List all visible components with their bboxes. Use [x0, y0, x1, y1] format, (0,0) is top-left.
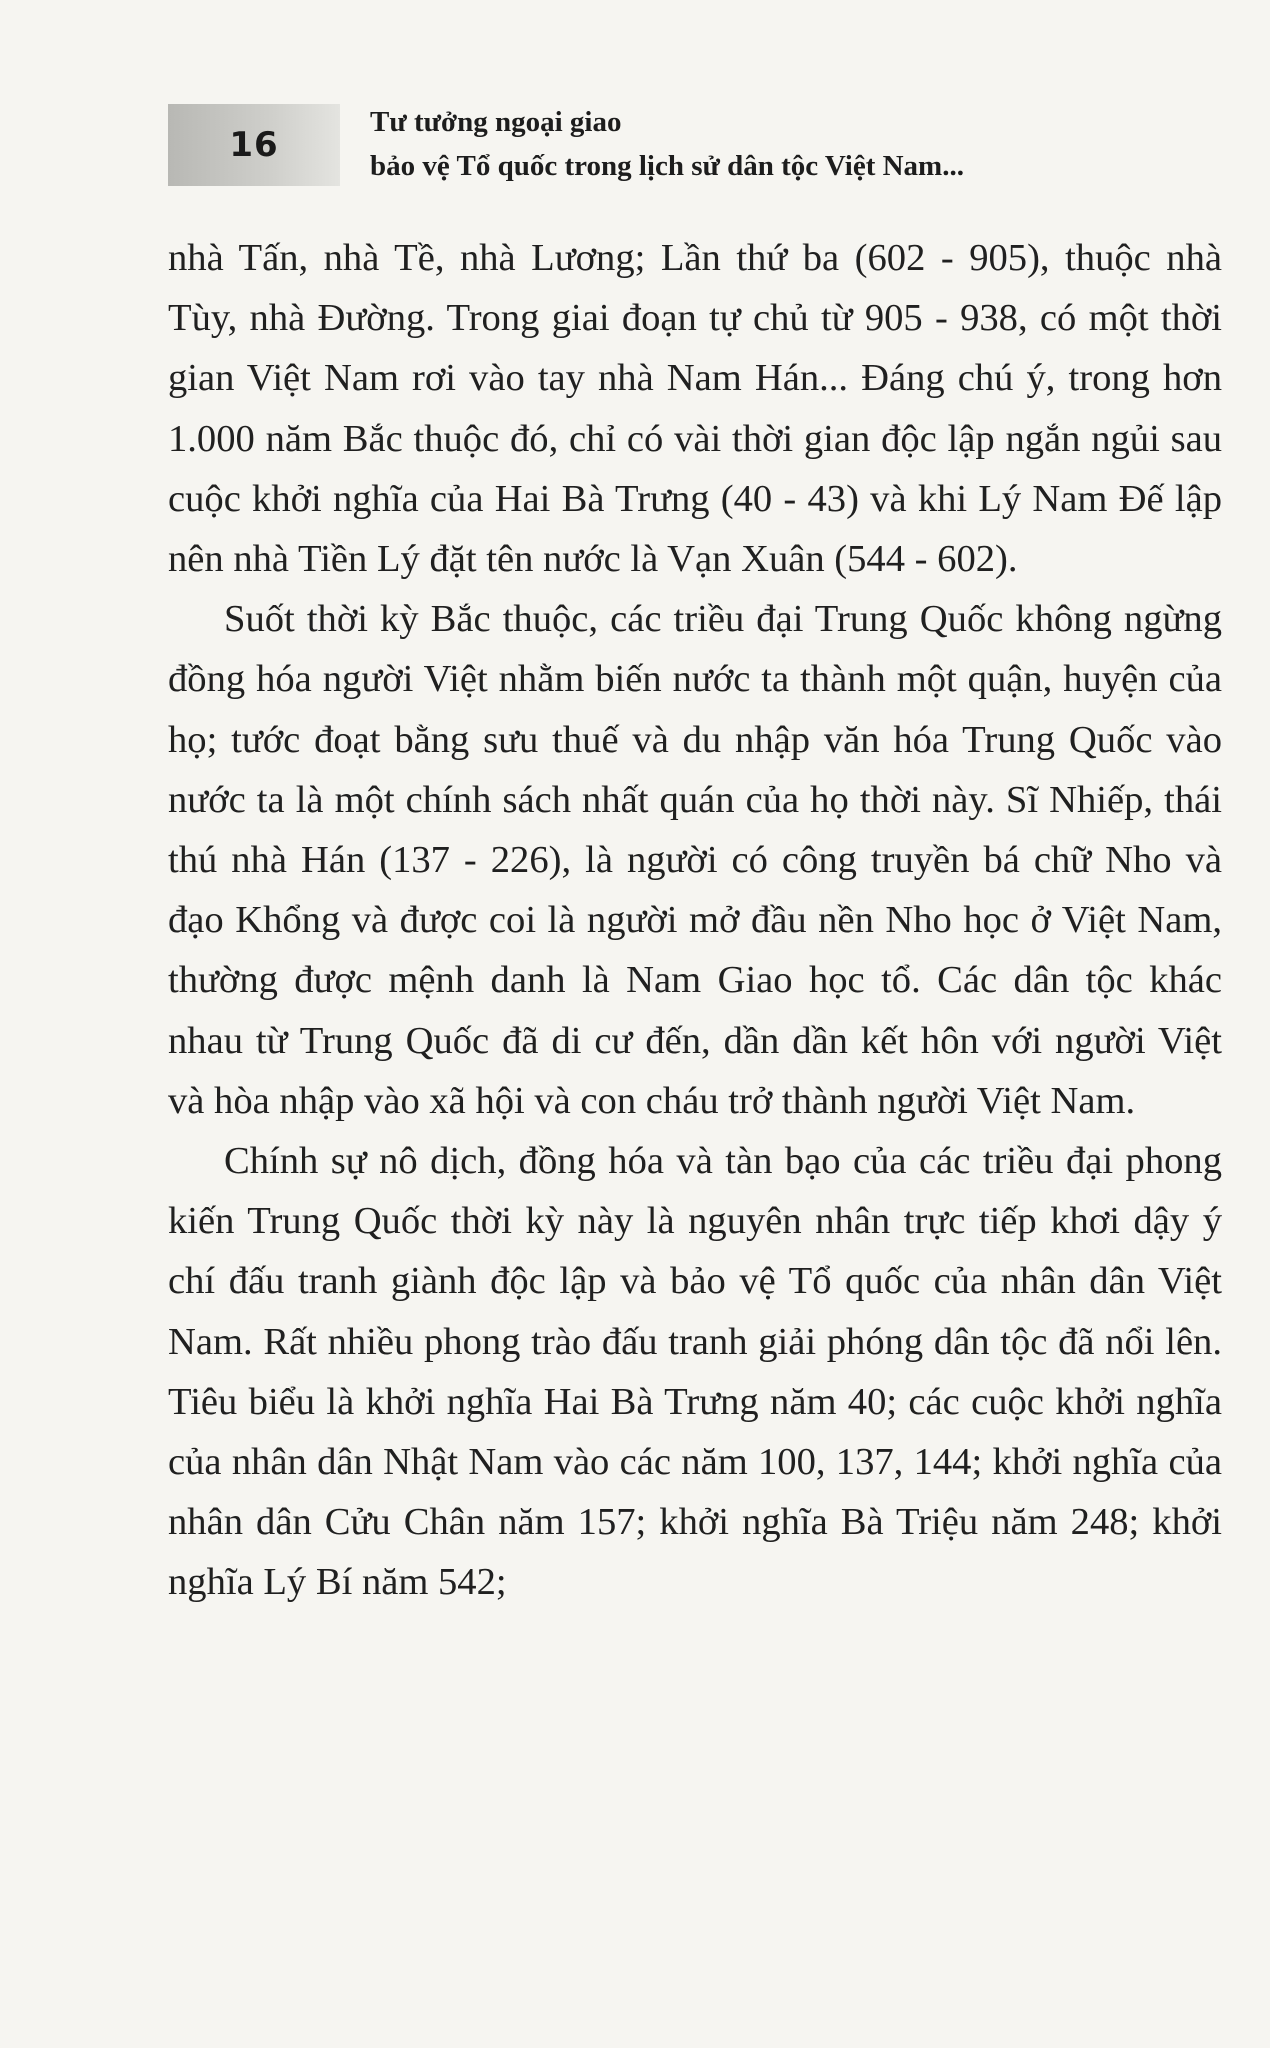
page-number: 16	[229, 125, 279, 165]
running-title-line-2: bảo vệ Tổ quốc trong lịch sử dân tộc Việt Nam...	[370, 150, 964, 182]
body-text	[168, 228, 1222, 1613]
page-number-box	[168, 104, 340, 186]
running-title-line-1: Tư tưởng ngoại giao	[370, 106, 622, 138]
page-header	[0, 88, 1270, 198]
paragraph-2: Suốt thời kỳ Bắc thuộc, các triều đại Trung Quốc không ngừng đồng hóa người Việt nhằm biến nước ta thành một quận, huyện của họ; tước đoạt bằng sưu thuế và du nhập văn hóa Trung Quốc vào nước ta là một chính sách nhất quán của họ thời này. Sĩ Nhiếp, thái thú nhà Hán (137 - 226), là người có công truyền bá chữ Nho và đạo Khổng và được coi là người mở đầu nền Nho học ở Việt Nam, thường được mệnh danh là Nam Giao học tổ. Các dân tộc khác nhau từ Trung Quốc đã di cư đến, dần dần kết hôn với người Việt và hòa nhập vào xã hội và con cháu trở thành người Việt Nam.	[168, 598, 1222, 1122]
running-title	[370, 100, 1210, 188]
paragraph-3: Chính sự nô dịch, đồng hóa và tàn bạo của các triều đại phong kiến Trung Quốc thời kỳ này là nguyên nhân trực tiếp khơi dậy ý chí đấu tranh giành độc lập và bảo vệ Tổ quốc của nhân dân Việt Nam. Rất nhiều phong trào đấu tranh giải phóng dân tộc đã nổi lên. Tiêu biểu là khởi nghĩa Hai Bà Trưng năm 40; các cuộc khởi nghĩa của nhân dân Nhật Nam vào các năm 100, 137, 144; khởi nghĩa của nhân dân Cửu Chân năm 157; khởi nghĩa Bà Triệu năm 248; khởi nghĩa Lý Bí năm 542;	[168, 1140, 1222, 1604]
paragraph-1: nhà Tấn, nhà Tề, nhà Lương; Lần thứ ba (602 - 905), thuộc nhà Tùy, nhà Đường. Trong giai đoạn tự chủ từ 905 - 938, có một thời gian Việt Nam rơi vào tay nhà Nam Hán... Đáng chú ý, trong hơn 1.000 năm Bắc thuộc đó, chỉ có vài thời gian độc lập ngắn ngủi sau cuộc khởi nghĩa của Hai Bà Trưng (40 - 43) và khi Lý Nam Đế lập nên nhà Tiền Lý đặt tên nước là Vạn Xuân (544 - 602).	[168, 237, 1222, 581]
